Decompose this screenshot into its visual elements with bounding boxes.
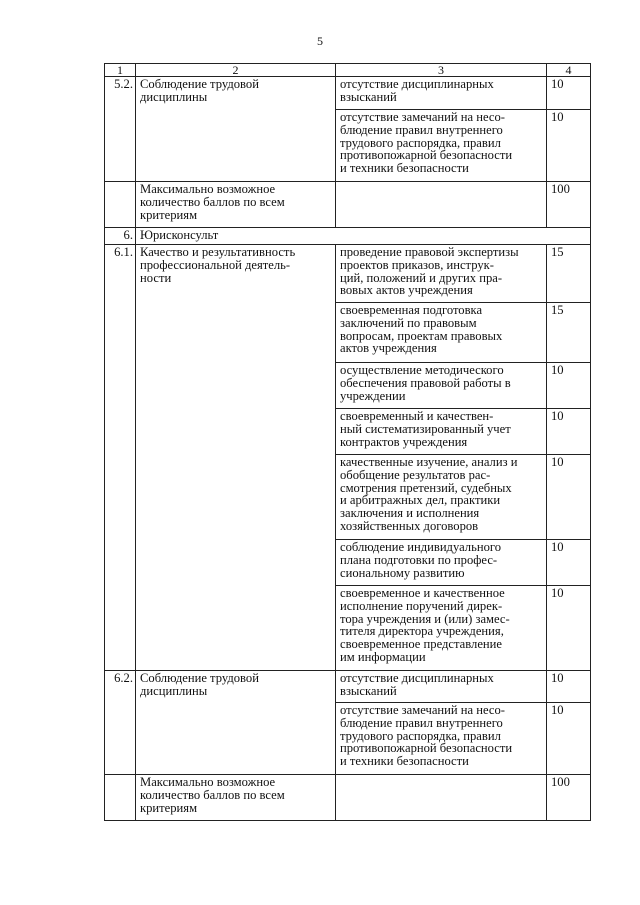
indicator-cell: отсутствие дисциплинарных взысканий <box>336 77 547 110</box>
table-row <box>105 671 591 703</box>
max-score-value: 100 <box>547 775 591 821</box>
table-row <box>105 775 591 821</box>
criteria-table <box>104 63 591 821</box>
score-cell: 10 <box>547 363 591 409</box>
empty-cell <box>105 182 136 228</box>
score-cell: 15 <box>547 303 591 363</box>
indicator-cell: осуществление методического обеспечения правовой работы в учреждении <box>336 363 547 409</box>
col-header-4: 4 <box>547 64 591 77</box>
row-number: 5.2. <box>105 77 136 182</box>
score-cell: 10 <box>547 703 591 775</box>
col-header-3: 3 <box>336 64 547 77</box>
score-cell: 15 <box>547 245 591 303</box>
col-header-2: 2 <box>136 64 336 77</box>
section-row <box>105 228 591 245</box>
indicator-cell: качественные изучение, анализ и обобщение результатов рас- смотрения претензий, судебных и арбитражных дел, практики заключения и исполнения хозяйственных договоров <box>336 455 547 540</box>
empty-cell <box>336 182 547 228</box>
row-number: 6.1. <box>105 245 136 671</box>
indicator-cell: отсутствие замечаний на несо- блюдение правил внутреннего трудового распорядка, правил противопожарной безопасности и техники безопасности <box>336 110 547 182</box>
score-cell: 10 <box>547 540 591 586</box>
table-header-row <box>105 64 591 77</box>
section-title: Юрисконсульт <box>136 228 591 245</box>
score-cell: 10 <box>547 77 591 110</box>
indicator-cell: отсутствие дисциплинарных взысканий <box>336 671 547 703</box>
indicator-cell: соблюдение индивидуального плана подготовки по профес- сиональному развитию <box>336 540 547 586</box>
table-row <box>105 245 591 303</box>
max-score-label: Максимально возможное количество баллов по всем критериям <box>136 775 336 821</box>
table-row <box>105 77 591 110</box>
score-cell: 10 <box>547 671 591 703</box>
criterion-cell: Соблюдение трудовой дисциплины <box>136 671 336 775</box>
indicator-cell: своевременная подготовка заключений по правовым вопросам, проектам правовых актов учреждения <box>336 303 547 363</box>
indicator-cell: своевременное и качественное исполнение поручений дирек- тора учреждения и (или) замес- тителя директора учреждения, своевременное представление им информации <box>336 586 547 671</box>
section-number: 6. <box>105 228 136 245</box>
max-score-value: 100 <box>547 182 591 228</box>
empty-cell <box>336 775 547 821</box>
col-header-1: 1 <box>105 64 136 77</box>
score-cell: 10 <box>547 586 591 671</box>
row-number: 6.2. <box>105 671 136 775</box>
indicator-cell: своевременный и качествен- ный систематизированный учет контрактов учреждения <box>336 409 547 455</box>
score-cell: 10 <box>547 409 591 455</box>
criterion-cell: Качество и результативность профессиональной деятель- ности <box>136 245 336 671</box>
score-cell: 10 <box>547 110 591 182</box>
score-cell: 10 <box>547 455 591 540</box>
empty-cell <box>105 775 136 821</box>
indicator-cell: отсутствие замечаний на несо- блюдение правил внутреннего трудового распорядка, правил противопожарной безопасности и техники безопасности <box>336 703 547 775</box>
indicator-cell: проведение правовой экспертизы проектов приказов, инструк- ций, положений и других пра- вовых актов учреждения <box>336 245 547 303</box>
page-number: 5 <box>317 34 323 48</box>
max-score-label: Максимально возможное количество баллов по всем критериям <box>136 182 336 228</box>
table-row <box>105 182 591 228</box>
criterion-cell: Соблюдение трудовой дисциплины <box>136 77 336 182</box>
